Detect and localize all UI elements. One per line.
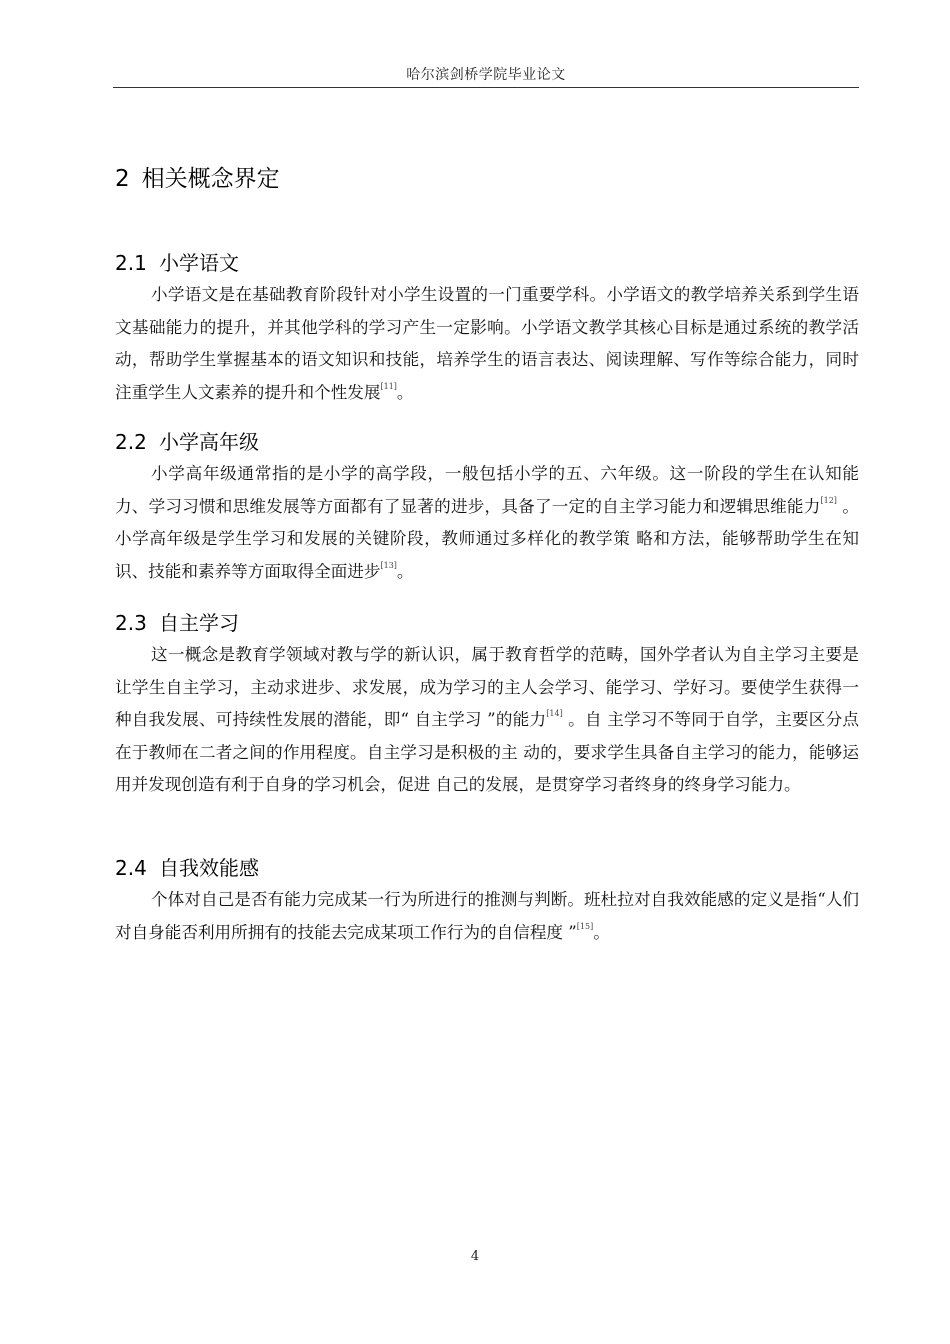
section-heading <box>115 852 859 884</box>
citation-ref[interactable]: [15] <box>576 921 594 931</box>
running-header: 哈尔滨剑桥学院毕业论文 <box>406 67 566 83</box>
section-title: 小学语文 <box>159 251 239 275</box>
section-2-1 <box>115 247 859 409</box>
section-2-4 <box>115 852 859 949</box>
section-heading <box>115 247 859 279</box>
citation-ref[interactable]: [11] <box>380 381 397 391</box>
section-paragraph: 小学高年级通常指的是小学的高学段，一般包括小学的五、六年级。这一阶段的学生在认知能力、学习习惯和思维发展等方面都有了显著的进步，具备了一定的自主学习能力和逻辑思维能力[12] 。小学高年级是学生学习和发展的关键阶段，教师通过多样化的教学策 略和方法，能够帮助学生在知识、技能和素养等方面取得全面进步[13]。 <box>115 464 859 581</box>
section-2-2 <box>115 426 859 588</box>
chapter-title: 相关概念界定 <box>141 166 280 192</box>
chapter-heading <box>115 160 280 193</box>
section-paragraph: 这一概念是教育学领域对教与学的新认识，属于教育哲学的范畴，国外学者认为自主学习主要是让学生自主学习，主动求进步、求发展，成为学习的主人会学习、能学习、学好习。要使学生获得一种自我发展、可持续性发展的潜能，即“ 自主学习 ”的能力[14] 。自 主学习不等同于自学，主要区分点在于教师在二者之间的作用程度。自主学习是积极的主 动的，要求学生具备自主学习的能力，能够运用并发现创造有利于自身的学习机会，促进 自己的发展，是贯穿学习者终身的终身学习能力。 <box>115 645 859 795</box>
page-number: 4 <box>470 1249 480 1264</box>
section-2-3 <box>115 607 859 802</box>
section-title: 自主学习 <box>159 611 239 635</box>
section-heading <box>115 607 859 639</box>
section-title: 小学高年级 <box>159 430 259 454</box>
citation-ref[interactable]: [14] <box>546 709 563 719</box>
citation-ref[interactable]: [13] <box>380 560 397 570</box>
header-rule <box>113 87 859 88</box>
section-number: 2.1 <box>115 251 147 275</box>
section-title: 自我效能感 <box>159 856 259 880</box>
section-heading <box>115 426 859 458</box>
chapter-number: 2 <box>115 166 130 192</box>
section-number: 2.4 <box>115 856 147 880</box>
citation-ref[interactable]: [12] <box>820 495 837 505</box>
section-paragraph: 个体对自己是否有能力完成某一行为所进行的推测与判断。班杜拉对自我效能感的定义是指“人们对自身能否利用所拥有的技能去完成某项工作行为的自信程度 ”[15]。 <box>115 890 859 942</box>
section-number: 2.2 <box>115 430 147 454</box>
section-paragraph: 小学语文是在基础教育阶段针对小学生设置的一门重要学科。小学语文的教学培养关系到学生语文基础能力的提升，并其他学科的学习产生一定影响。小学语文教学其核心目标是通过系统的教学活动，帮助学生掌握基本的语文知识和技能，培养学生的语言表达、阅读理解、写作等综合能力，同时注重学生人文素养的提升和个性发展[11]。 <box>115 285 859 402</box>
section-number: 2.3 <box>115 611 147 635</box>
